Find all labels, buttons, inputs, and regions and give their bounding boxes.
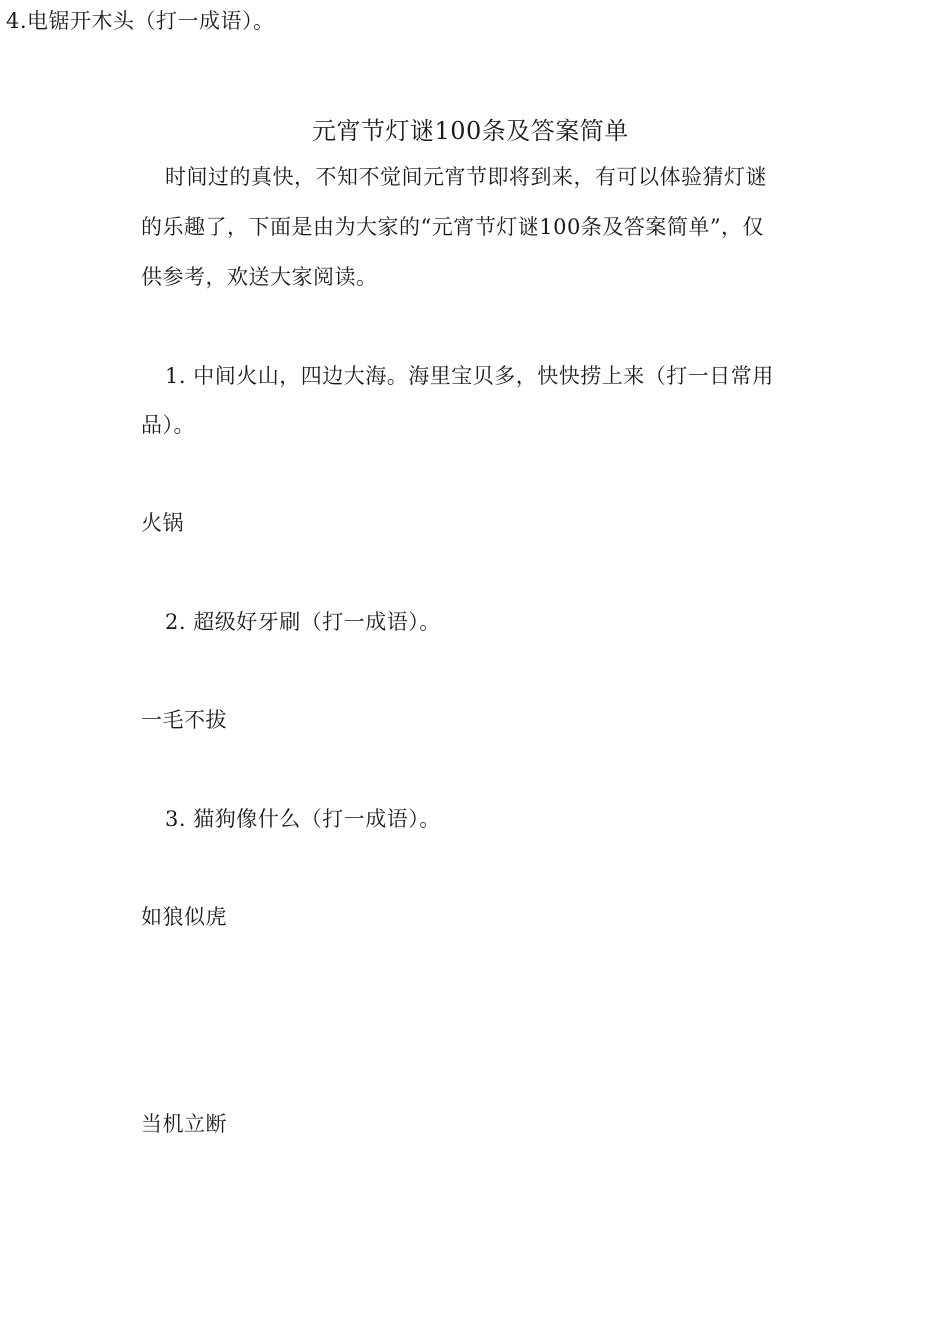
riddle-3-answer: 如狼似虎 [141, 905, 227, 929]
riddle-2-question: 2. 超级好牙刷（打一成语）。 [165, 610, 441, 634]
riddle-4-answer: 当机立断 [141, 1112, 227, 1136]
riddle-1-answer: 火锅 [141, 511, 184, 535]
document-title: 元宵节灯谜100条及答案简单 [312, 117, 629, 145]
riddle-4-question: 4.电锯开木头（打一成语）。 [6, 9, 275, 33]
intro-line-2: 的乐趣了，下面是由为大家的“元宵节灯谜100条及答案简单”，仅 [141, 215, 765, 239]
riddle-1-question-line-2: 品）。 [141, 413, 195, 437]
riddle-3-question: 3. 猫狗像什么（打一成语）。 [165, 807, 441, 831]
intro-line-3: 供参考，欢送大家阅读。 [141, 265, 378, 289]
riddle-1-question-line-1: 1. 中间火山，四边大海。海里宝贝多，快快捞上来（打一日常用 [165, 364, 774, 388]
riddle-2-answer: 一毛不拔 [141, 708, 227, 732]
intro-line-1: 时间过的真快，不知不觉间元宵节即将到来，有可以体验猜灯谜 [165, 165, 767, 189]
